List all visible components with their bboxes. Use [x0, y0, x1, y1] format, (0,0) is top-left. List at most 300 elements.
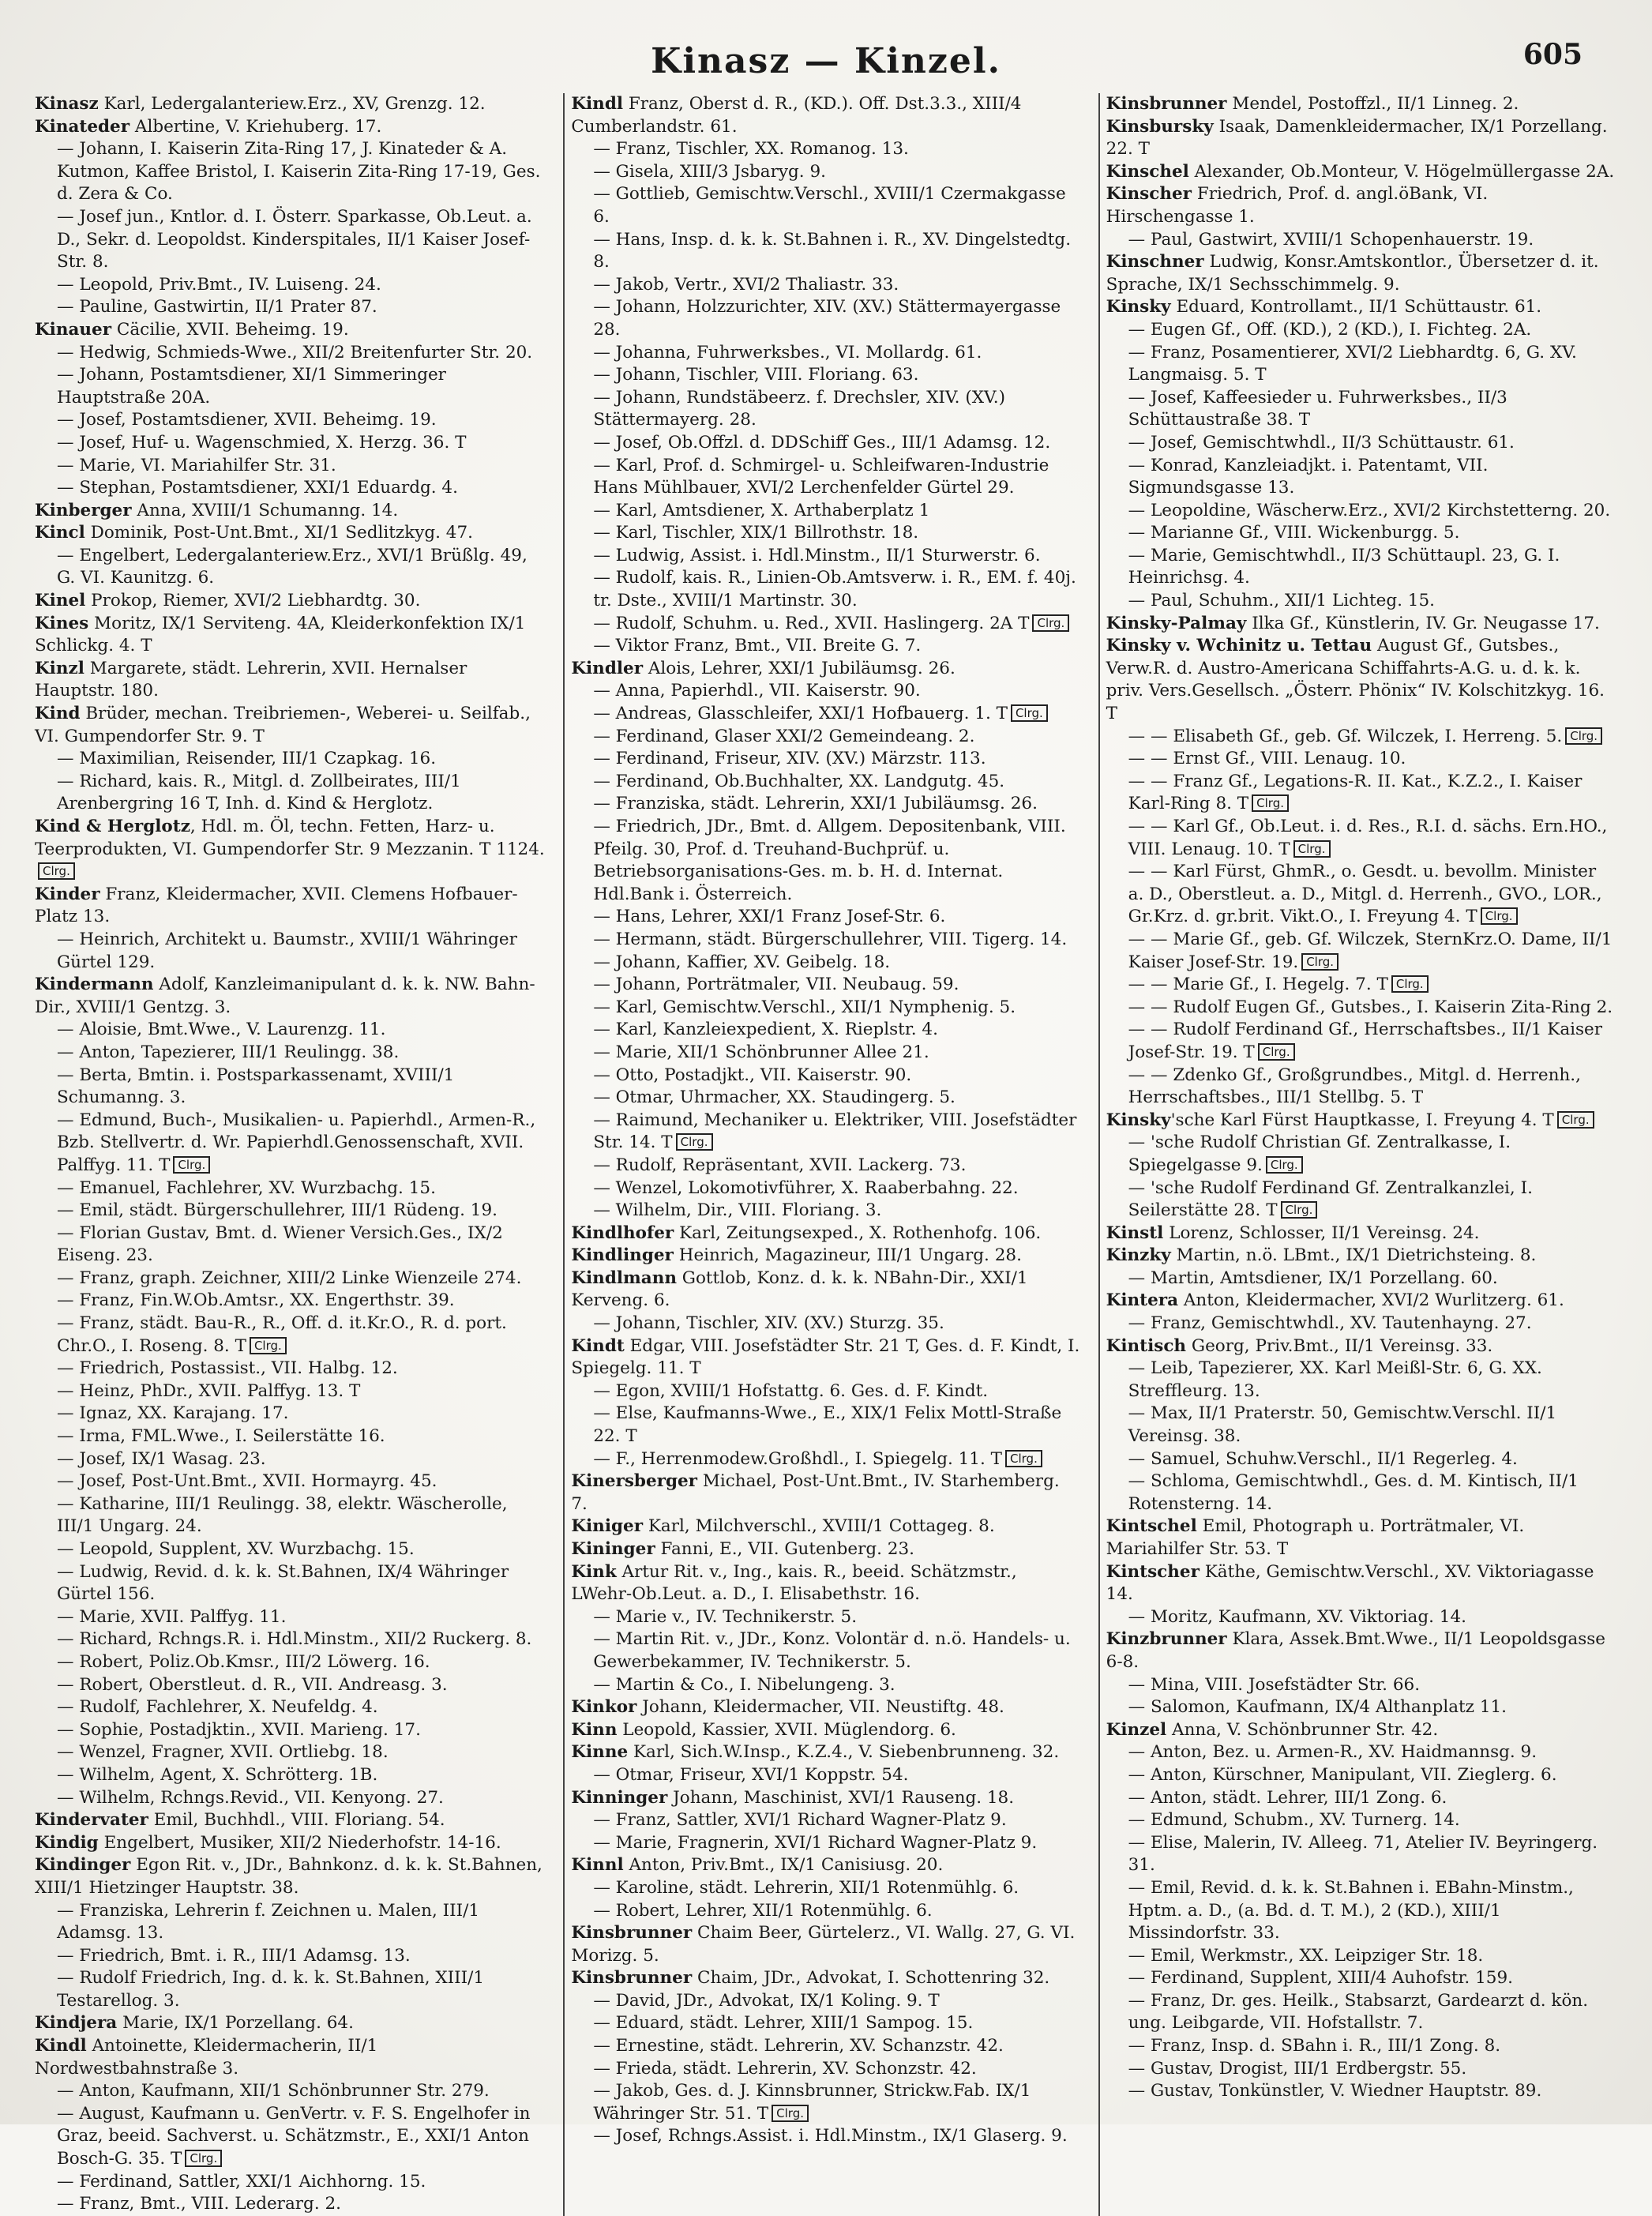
directory-entry	[571, 1155, 1080, 1177]
entry-text: — Jakob, Ges. d. J. Kinnsbrunner, Strickw.Fab. IX/1 Währinger Str. 51. T	[593, 2081, 1031, 2124]
entry-text: — Franz, Gemischtwhdl., XV. Tautenhayng. 27.	[1128, 1313, 1532, 1334]
entry-text: — Robert, Poliz.Ob.Kmsr., III/2 Löwerg. 16.	[57, 1651, 430, 1672]
directory-entry	[35, 1787, 546, 1810]
directory-entry	[35, 1200, 546, 1223]
entry-text: — Sophie, Postadjktin., XVII. Marieng. 17.	[57, 1719, 421, 1740]
directory-entry	[1106, 771, 1616, 816]
clearing-badge: Clrg.	[1301, 953, 1338, 971]
entry-text: Anna, XVIII/1 Schumanng. 14.	[131, 500, 399, 520]
entry-text: Martin, n.ö. LBmt., IX/1 Dietrichsteing. 8.	[1170, 1245, 1537, 1266]
directory-entry	[1106, 1019, 1616, 1064]
entry-text: — Josef, Ob.Offzl. d. DDSchiff Ges., III/1 Adamsg. 12.	[593, 432, 1051, 453]
directory-entry	[35, 1425, 546, 1448]
entry-text: Fanni, E., VII. Gutenberg. 23.	[655, 1539, 915, 1559]
entry-text: — Otto, Postadjkt., VII. Kaiserstr. 90.	[593, 1065, 912, 1085]
entry-text: — Engelbert, Ledergalanteriew.Erz., XVI/1 Brüßlg. 49, G. VI. Kaunitzg. 6.	[57, 545, 528, 588]
directory-entry	[571, 1741, 1080, 1764]
entry-text: Isaak, Damenkleidermacher, IX/1 Porzellang. 22. T	[1106, 116, 1608, 160]
entry-text: Chaim, JDr., Advokat, I. Schottenring 32.	[692, 1968, 1050, 1989]
directory-entry	[1106, 545, 1616, 590]
entry-text: — Otmar, Uhrmacher, XX. Staudingerg. 5.	[593, 1087, 956, 1108]
directory-entry	[35, 1493, 546, 1538]
directory-entry	[571, 183, 1080, 228]
entry-text: — Karl, Kanzleiexpedient, X. Rieplstr. 4.	[593, 1020, 938, 1040]
entry-text: Franz, Kleidermacher, XVII. Clemens Hofbauer-Platz 13.	[35, 884, 518, 927]
surname-heading: Kinzl	[35, 658, 84, 678]
entry-text: — Heinz, PhDr., XVII. Palffyg. 13. T	[57, 1380, 361, 1401]
entry-text: August Gf., Gutsbes., Verw.R. d. Austro-Americana Schiffahrts-A.G. u. d. k. k. priv. Vers.Gesellsch. „Österr. Phönix“ IV. Kolschitzkyg. 16. T	[1106, 636, 1605, 724]
entry-text: — Aloisie, Bmt.Wwe., V. Laurenzg. 11.	[57, 1020, 386, 1040]
entry-text: Lorenz, Schlosser, II/1 Vereinsg. 24.	[1163, 1223, 1480, 1243]
directory-entry	[571, 635, 1080, 658]
directory-entry	[571, 1606, 1080, 1629]
clearing-badge: Clrg.	[1481, 907, 1518, 925]
entry-text: — Franz, Insp. d. SBahn i. R., III/1 Zong. 8.	[1128, 2036, 1501, 2056]
entry-text: — Johann, Postamtsdiener, XI/1 Simmeringer Hauptstraße 20A.	[57, 365, 446, 408]
directory-entry	[571, 93, 1080, 138]
surname-heading: Kinschel	[1106, 161, 1189, 182]
directory-entry	[571, 658, 1080, 681]
directory-columns	[28, 93, 1624, 2214]
directory-entry	[35, 1719, 546, 1742]
entry-text: Anna, V. Schönbrunner Str. 42.	[1166, 1719, 1439, 1740]
directory-entry	[35, 1538, 546, 1561]
directory-entry	[1106, 1719, 1616, 1742]
entry-text: 'sche Karl Fürst Hauptkasse, I. Freyung 4. T	[1170, 1110, 1554, 1130]
clearing-badge: Clrg.	[1266, 1156, 1303, 1174]
directory-entry	[35, 116, 546, 139]
entry-text: Ludwig, Konsr.Amtskontlor., Übersetzer d. it. Sprache, IX/1 Sechsschimmelg. 9.	[1106, 252, 1599, 295]
surname-heading: Kindler	[571, 658, 644, 678]
directory-entry	[35, 1448, 546, 1471]
clearing-badge: Clrg.	[1557, 1111, 1594, 1129]
entry-text: — Ernestine, städt. Lehrerin, XV. Schanzstr. 42.	[593, 2036, 1004, 2056]
directory-entry	[1106, 635, 1616, 725]
entry-text: — Maximilian, Reisender, III/1 Czapkag. 16.	[57, 749, 437, 769]
directory-entry	[35, 1606, 546, 1629]
directory-entry	[1106, 342, 1616, 387]
entry-text: — Franziska, Lehrerin f. Zeichnen u. Malen, III/1 Adamsg. 13.	[57, 1900, 480, 1944]
entry-text: — Irma, FML.Wwe., I. Seilerstätte 16.	[57, 1426, 385, 1447]
surname-heading: Kinsky	[1106, 1110, 1171, 1130]
directory-entry	[571, 522, 1080, 545]
entry-text: — Karl, Prof. d. Schmirgel- u. Schleifwaren-Industrie Hans Mühlbauer, XVI/2 Lerchenfelder Gürtel 29.	[593, 455, 1049, 498]
directory-entry	[571, 2080, 1080, 2125]
directory-entry	[1106, 1335, 1616, 1358]
surname-heading: Kindl	[571, 94, 624, 114]
directory-entry	[571, 387, 1080, 432]
directory-entry	[1106, 997, 1616, 1020]
directory-entry	[35, 1741, 546, 1764]
directory-entry	[1106, 929, 1616, 974]
directory-entry	[571, 545, 1080, 568]
directory-entry	[1106, 116, 1616, 161]
entry-text: Johann, Maschinist, XVI/1 Rauseng. 18.	[667, 1787, 1015, 1808]
entry-text: — Johann, Holzzurichter, XIV. (XV.) Stättermayergasse 28.	[593, 297, 1061, 340]
entry-text: — Stephan, Postamtsdiener, XXI/1 Eduardg. 4.	[57, 478, 458, 498]
directory-entry	[571, 748, 1080, 771]
entry-text: — Johann, Rundstäbeerz. f. Drechsler, XIV. (XV.) Stättermayerg. 28.	[593, 387, 1005, 430]
entry-text: — — Elisabeth Gf., geb. Gf. Wilczek, I. Herreng. 5.	[1128, 726, 1563, 746]
surname-heading: Kinstl	[1106, 1223, 1164, 1243]
directory-entry	[571, 1019, 1080, 1042]
entry-text: — Emil, Werkmstr., XX. Leipziger Str. 18.	[1128, 1945, 1484, 1966]
directory-entry	[35, 364, 546, 409]
directory-entry	[1106, 726, 1616, 749]
entry-text: — Josef, Kaffeesieder u. Fuhrwerksbes., II/3 Schüttaustraße 38. T	[1128, 387, 1507, 430]
entry-text: — Franz, städt. Bau-R., R., Off. d. it.Kr.O., R. d. port. Chr.O., I. Roseng. 8. T	[57, 1313, 507, 1356]
directory-entry	[571, 296, 1080, 341]
clearing-badge: Clrg.	[676, 1133, 713, 1151]
directory-entry	[1106, 1403, 1616, 1448]
directory-entry	[571, 1200, 1080, 1223]
directory-entry	[1106, 1628, 1616, 1673]
directory-entry	[571, 1854, 1080, 1877]
directory-entry	[571, 1561, 1080, 1606]
entry-text: — Ferdinand, Sattler, XXI/1 Aichhorng. 15.	[57, 2171, 426, 2192]
surname-heading: Kinn	[571, 1719, 618, 1740]
surname-heading: Kintschel	[1106, 1516, 1197, 1537]
directory-entry	[571, 1922, 1080, 1967]
entry-text: — Johann, Porträtmaler, VII. Neubaug. 59.	[593, 975, 959, 995]
entry-text: — Mina, VIII. Josefstädter Str. 66.	[1128, 1674, 1421, 1695]
directory-entry	[35, 748, 546, 771]
entry-text: — Emil, Revid. d. k. k. St.Bahnen i. EBahn-Minstm., Hptm. a. D., (a. Bd. d. T. M.), 2 (KD.), XIII/1 Missindorfstr. 33.	[1128, 1877, 1574, 1944]
directory-entry	[571, 2035, 1080, 2058]
entry-text: — Franz, Fin.W.Ob.Amtsr., XX. Engerthstr. 39.	[57, 1290, 455, 1311]
directory-entry	[571, 2125, 1080, 2148]
entry-text: — Wenzel, Lokomotivführer, X. Raaberbahng. 22.	[593, 1177, 1019, 1198]
entry-text: Klara, Assek.Bmt.Wwe., II/1 Leopoldsgasse 6-8.	[1106, 1629, 1605, 1672]
surname-heading: Kincl	[35, 523, 85, 543]
directory-entry	[571, 726, 1080, 749]
directory-entry	[1106, 1945, 1616, 1968]
directory-entry	[1106, 319, 1616, 342]
page-header	[0, 38, 1652, 96]
entry-text: — Anton, städt. Lehrer, III/1 Zong. 6.	[1128, 1787, 1447, 1808]
directory-entry	[1106, 1787, 1616, 1810]
entry-text: Michael, Post-Unt.Bmt., IV. Starhemberg. 7.	[571, 1471, 1060, 1514]
surname-heading: Kinsbrunner	[571, 1968, 693, 1989]
clearing-badge: Clrg.	[185, 2150, 222, 2167]
surname-heading: Kines	[35, 613, 89, 633]
clearing-badge: Clrg.	[1005, 1450, 1042, 1467]
directory-entry	[571, 2058, 1080, 2081]
entry-text: — Franz, Bmt., VIII. Lederarg. 2.	[57, 2194, 341, 2214]
directory-entry	[35, 432, 546, 455]
entry-text: Chaim Beer, Gürtelerz., VI. Wallg. 27, G. VI. Morizg. 5.	[571, 1923, 1076, 1966]
directory-entry	[1106, 1177, 1616, 1223]
directory-entry	[1106, 1448, 1616, 1471]
directory-entry	[1106, 296, 1616, 319]
entry-text: — Martin & Co., I. Nibelungeng. 3.	[593, 1674, 895, 1695]
clearing-badge: Clrg.	[173, 1156, 210, 1174]
entry-text: Marie, IX/1 Porzellang. 64.	[117, 2013, 354, 2034]
entry-text: — Ferdinand, Glaser XXI/2 Gemeindeang. 2.	[593, 726, 975, 746]
entry-text: Brüder, mechan. Treibriemen-, Weberei- u. Seilfab., VI. Gumpendorfer Str. 9. T	[35, 704, 531, 746]
entry-text: — Marie, XVII. Palffyg. 11.	[57, 1606, 287, 1627]
surname-heading: Kininger	[571, 1539, 655, 1559]
entry-text: Antoinette, Kleidermacherin, II/1 Nordwestbahnstraße 3.	[35, 2036, 378, 2079]
directory-entry	[1106, 1606, 1616, 1629]
entry-text: — Karl, Tischler, XIX/1 Billrothstr. 18.	[593, 523, 919, 543]
surname-heading: Kintera	[1106, 1290, 1179, 1311]
directory-entry	[571, 500, 1080, 523]
directory-entry	[1106, 93, 1616, 116]
surname-heading: Kinel	[35, 591, 86, 611]
entry-text: — 'sche Rudolf Christian Gf. Zentralkasse, I. Spiegelgasse 9.	[1128, 1132, 1511, 1175]
directory-entry	[35, 884, 546, 929]
entry-text: — Hedwig, Schmieds-Wwe., XII/2 Breitenfurter Str. 20.	[57, 342, 533, 362]
directory-entry	[571, 1764, 1080, 1787]
entry-text: — Robert, Lehrer, XII/1 Rotenmühlg. 6.	[593, 1900, 933, 1921]
entry-text: — Viktor Franz, Bmt., VII. Breite G. 7.	[593, 636, 922, 656]
entry-text: — Friedrich, Bmt. i. R., III/1 Adamsg. 13.	[57, 1945, 411, 1966]
directory-entry	[571, 1832, 1080, 1855]
entry-text: — Wilhelm, Rchngs.Revid., VII. Kenyong. 27.	[57, 1787, 444, 1808]
entry-text: — Paul, Schuhm., XII/1 Lichteg. 15.	[1128, 591, 1435, 611]
entry-text: — Johanna, Fuhrwerksbes., VI. Mollardg. 61.	[593, 342, 982, 362]
entry-text: — — Rudolf Ferdinand Gf., Herrschaftsbes., II/1 Kaiser Josef-Str. 19. T	[1128, 1020, 1603, 1062]
entry-text: — — Karl Gf., Ob.Leut. i. d. Res., R.I. d. sächs. Ern.HO., VIII. Lenaug. 10. T	[1128, 817, 1608, 859]
column-right	[1098, 93, 1624, 2216]
entry-text: — Katharine, III/1 Reulingg. 38, elektr. Wäscherolle, III/1 Ungarg. 24.	[57, 1493, 508, 1537]
entry-text: — Rudolf, Repräsentant, XVII. Lackerg. 73.	[593, 1155, 967, 1175]
entry-text: Alois, Lehrer, XXI/1 Jubiläumsg. 26.	[643, 658, 956, 678]
surname-heading: Kinsky	[1106, 297, 1171, 317]
entry-text: Käthe, Gemischtw.Verschl., XV. Viktoriagasse 14.	[1106, 1561, 1594, 1605]
directory-entry	[571, 1313, 1080, 1335]
entry-text: — — Marie Gf., geb. Gf. Wilczek, SternKrz.O. Dame, II/1 Kaiser Josef-Str. 19.	[1128, 929, 1613, 972]
entry-text: Eduard, Kontrollamt., II/1 Schüttaustr. 61.	[1170, 297, 1542, 317]
directory-entry	[571, 1516, 1080, 1538]
entry-text: — Martin Rit. v., JDr., Konz. Volontär d. n.ö. Handels- u. Gewerbekammer, IV. Technikerstr. 5.	[593, 1629, 1071, 1672]
directory-entry	[571, 793, 1080, 816]
directory-entry	[35, 1832, 546, 1855]
directory-entry	[1106, 1268, 1616, 1290]
directory-entry	[571, 1628, 1080, 1673]
entry-text: — Marie, Gemischtwhdl., II/3 Schüttaupl. 23, G. I. Heinrichsg. 4.	[1128, 545, 1560, 588]
entry-text: — Ludwig, Assist. i. Hdl.Minstm., II/1 Sturwerstr. 6.	[593, 545, 1041, 565]
entry-text: — Paul, Gastwirt, XVIII/1 Schopenhauerstr. 19.	[1128, 229, 1534, 250]
directory-entry	[571, 1223, 1080, 1245]
entry-text: — F., Herrenmodew.Großhdl., I. Spiegelg. 11. T	[593, 1448, 1002, 1469]
entry-text: Ilka Gf., Künstlerin, IV. Gr. Neugasse 17.	[1246, 613, 1600, 633]
directory-entry	[35, 2012, 546, 2035]
directory-entry	[35, 522, 546, 545]
directory-entry	[1106, 1516, 1616, 1561]
directory-entry	[35, 296, 546, 319]
directory-entry	[571, 703, 1080, 726]
directory-entry	[35, 1110, 546, 1177]
surname-heading: Kinsky v. Wchinitz u. Tettau	[1106, 636, 1372, 656]
entry-text: — — Karl Fürst, GhmR., o. Gesdt. u. bevollm. Minister a. D., Oberstleut. a. D., Mitgl. d. Herrenh., GVO., LOR., Gr.Krz. d. gr.brit. Vikt.O., I. Freyung 4. T	[1128, 862, 1602, 927]
directory-entry	[35, 2103, 546, 2171]
directory-entry	[1106, 1470, 1616, 1516]
entry-text: — — Zdenko Gf., Großgrundbes., Mitgl. d. Herrenh., Herrschaftsbes., III/1 Stellbg. 5. T	[1128, 1065, 1581, 1108]
directory-entry	[571, 1900, 1080, 1923]
entry-text: — Berta, Bmtin. i. Postsparkassenamt, XVIII/1 Schumanng. 3.	[57, 1065, 455, 1108]
directory-entry	[35, 2080, 546, 2103]
entry-text: , Hdl. m. Öl, techn. Fetten, Harz- u. Teerprodukten, VI. Gumpendorfer Str. 9 Mezzanin. T 1124.	[35, 817, 545, 859]
entry-text: Margarete, städt. Lehrerin, XVII. Hernalser Hauptstr. 180.	[35, 658, 467, 701]
entry-text: — — Ernst Gf., VIII. Lenaug. 10.	[1128, 749, 1406, 769]
directory-entry	[571, 1538, 1080, 1561]
entry-text: — Emanuel, Fachlehrer, XV. Wurzbachg. 15.	[57, 1177, 436, 1198]
directory-entry	[571, 432, 1080, 455]
entry-text: — Ferdinand, Supplent, XIII/4 Auhofstr. 159.	[1128, 1968, 1513, 1989]
entry-text: — Rudolf, kais. R., Linien-Ob.Amtsverw. i. R., EM. f. 40j. tr. Dste., XVIII/1 Martinstr. 30.	[593, 568, 1076, 611]
entry-text: — Johann, Tischler, XIV. (XV.) Sturzg. 35.	[593, 1313, 944, 1334]
entry-text: Gottlob, Konz. d. k. k. NBahn-Dir., XXI/1 Kerveng. 6.	[571, 1268, 1028, 1311]
entry-text: Edgar, VIII. Josefstädter Str. 21 T, Ges. d. F. Kindt, I. Spiegelg. 11. T	[571, 1335, 1080, 1379]
directory-entry	[571, 274, 1080, 297]
entry-text: Heinrich, Magazineur, III/1 Ungarg. 28.	[673, 1245, 1022, 1266]
directory-entry	[1106, 2035, 1616, 2058]
clearing-badge: Clrg.	[1252, 794, 1289, 812]
clearing-badge: Clrg.	[1391, 975, 1429, 993]
entry-text: Karl, Milchverschl., XVIII/1 Cottageg. 8.	[643, 1516, 995, 1537]
entry-text: — Samuel, Schuhw.Verschl., II/1 Regerleg. 4.	[1128, 1448, 1518, 1469]
directory-entry	[571, 613, 1080, 636]
entry-text: — Otmar, Friseur, XVI/1 Koppstr. 54.	[593, 1764, 909, 1785]
surname-heading: Kinne	[571, 1742, 629, 1763]
entry-text: Alexander, Ob.Monteur, V. Högelmüllergasse 2A.	[1188, 161, 1615, 182]
entry-text: — Franz, Dr. ges. Heilk., Stabsarzt, Gardearzt d. kön. ung. Leibgarde, VII. Hofstallstr. 7.	[1128, 1990, 1589, 2034]
entry-text: — Friedrich, JDr., Bmt. d. Allgem. Depositenbank, VIII. Pfeilg. 30, Prof. d. Treuhand-Buchprüf. u. Betriebsorganisations-Ges. m. b. H. d. Internat. Hdl.Bank i. Österreich.	[593, 817, 1066, 904]
entry-text: Dominik, Post-Unt.Bmt., XI/1 Sedlitzkyg. 47.	[84, 523, 473, 543]
directory-entry	[1106, 1110, 1616, 1132]
directory-entry	[571, 816, 1080, 906]
surname-heading: Kintscher	[1106, 1561, 1200, 1582]
surname-heading: Kindig	[35, 1832, 99, 1853]
clearing-badge: Clrg.	[1258, 1043, 1295, 1061]
entry-text: — Josef, Gemischtwhdl., II/3 Schüttaustr. 61.	[1128, 432, 1515, 453]
directory-entry	[35, 409, 546, 432]
entry-text: Anton, Kleidermacher, XVI/2 Wurlitzerg. 61.	[1178, 1290, 1564, 1311]
entry-text: Karl, Sich.W.Insp., K.Z.4., V. Siebenbrunneng. 32.	[628, 1742, 1060, 1763]
directory-entry	[571, 2012, 1080, 2035]
directory-entry	[1106, 1967, 1616, 1990]
surname-heading: Kinersberger	[571, 1471, 698, 1492]
directory-entry	[1106, 251, 1616, 296]
directory-entry	[35, 477, 546, 500]
entry-text: — 'sche Rudolf Ferdinand Gf. Zentralkanzlei, I. Seilerstätte 28. T	[1128, 1177, 1533, 1221]
clearing-badge: Clrg.	[772, 2105, 809, 2122]
directory-entry	[571, 1990, 1080, 2013]
entry-text: — Wilhelm, Dir., VIII. Floriang. 3.	[593, 1200, 882, 1221]
column-middle	[563, 93, 1088, 2216]
surname-heading: Kindjera	[35, 2013, 118, 2034]
directory-entry	[571, 1065, 1080, 1087]
surname-heading: Kinsbrunner	[1106, 94, 1227, 114]
directory-entry	[1106, 1245, 1616, 1268]
surname-heading: Kindlmann	[571, 1268, 677, 1288]
entry-text: — Frieda, städt. Lehrerin, XV. Schonzstr. 42.	[593, 2058, 977, 2079]
entry-text: — — Franz Gf., Legations-R. II. Kat., K.Z.2., I. Kaiser Karl-Ring 8. T	[1128, 771, 1583, 814]
directory-entry	[1106, 1132, 1616, 1177]
directory-entry	[35, 138, 546, 206]
surname-heading: Kinzbrunner	[1106, 1629, 1227, 1650]
entry-text: — Gisela, XIII/3 Jsbaryg. 9.	[593, 161, 826, 182]
directory-entry	[35, 1628, 546, 1651]
surname-heading: Kinateder	[35, 116, 130, 137]
directory-entry	[571, 455, 1080, 500]
entry-text: — Max, II/1 Praterstr. 50, Gemischtw.Verschl. II/1 Vereinsg. 38.	[1128, 1403, 1557, 1447]
entry-text: — Rudolf Friedrich, Ing. d. k. k. St.Bahnen, XIII/1 Testarellog. 3.	[57, 1968, 485, 2011]
entry-text: Karl, Zeitungsexped., X. Rothenhofg. 106.	[674, 1223, 1042, 1243]
directory-entry	[35, 1019, 546, 1042]
surname-heading: Kinsky-Palmay	[1106, 613, 1247, 633]
clearing-badge: Clrg.	[1011, 704, 1048, 722]
entry-text: — Richard, kais. R., Mitgl. d. Zollbeirates, III/1 Arenbergring 16 T, Inh. d. Kind & Herglotz.	[57, 771, 461, 814]
directory-entry	[35, 545, 546, 590]
column-left	[28, 93, 554, 2216]
entry-text: — Wenzel, Fragner, XVII. Ortliebg. 18.	[57, 1742, 389, 1763]
surname-heading: Kiniger	[571, 1516, 644, 1537]
directory-entry	[35, 1403, 546, 1425]
surname-heading: Kindinger	[35, 1855, 131, 1876]
page-number: 605	[1522, 38, 1583, 71]
entry-text: — Franz, Tischler, XX. Romanog. 13.	[593, 139, 909, 160]
directory-entry	[571, 952, 1080, 975]
surname-heading: Kind & Herglotz	[35, 817, 190, 836]
entry-text: — Ferdinand, Friseur, XIV. (XV.) Märzstr. 113.	[593, 749, 986, 769]
surname-heading: Kindt	[571, 1335, 625, 1356]
directory-entry	[35, 1313, 546, 1358]
directory-entry	[35, 342, 546, 365]
clearing-badge: Clrg.	[250, 1337, 287, 1354]
entry-text: — Egon, XVIII/1 Hofstattg. 6. Ges. d. F. Kindt.	[593, 1380, 989, 1401]
directory-entry	[1106, 1990, 1616, 2035]
directory-entry	[571, 1719, 1080, 1742]
surname-heading: Kinberger	[35, 500, 132, 520]
directory-entry	[1106, 455, 1616, 500]
directory-entry	[35, 206, 546, 274]
entry-text: — Else, Kaufmanns-Wwe., E., XIX/1 Felix Mottl-Straße 22. T	[593, 1403, 1062, 1447]
entry-text: — Franziska, städt. Lehrerin, XXI/1 Jubiläumsg. 26.	[593, 794, 1038, 814]
entry-text: — Marie, VI. Mariahilfer Str. 31.	[57, 455, 336, 475]
directory-entry	[1106, 861, 1616, 929]
entry-text: — Anton, Tapezierer, III/1 Reulingg. 38.	[57, 1042, 400, 1062]
entry-text: Leopold, Kassier, XVII. Müglendorg. 6.	[617, 1719, 956, 1740]
surname-heading: Kinschner	[1106, 252, 1204, 272]
entry-text: Engelbert, Musiker, XII/2 Niederhofstr. 14-16.	[98, 1832, 501, 1853]
directory-entry	[571, 1110, 1080, 1155]
entry-text: — Anton, Kaufmann, XII/1 Schönbrunner Str. 279.	[57, 2081, 490, 2101]
directory-entry	[571, 974, 1080, 997]
directory-entry	[1106, 161, 1616, 184]
directory-entry	[35, 1065, 546, 1110]
surname-heading: Kinasz	[35, 94, 99, 114]
surname-heading: Kinscher	[1106, 184, 1192, 205]
directory-entry	[1106, 2058, 1616, 2081]
directory-entry	[1106, 387, 1616, 432]
entry-text: — Florian Gustav, Bmt. d. Wiener Versich.Ges., IX/2 Eiseng. 23.	[57, 1223, 503, 1266]
entry-text: — Karl, Gemischtw.Verschl., XII/1 Nymphenig. 5.	[593, 997, 1016, 1017]
directory-entry	[571, 1087, 1080, 1110]
entry-text: — Richard, Rchngs.R. i. Hdl.Minstm., XII/2 Ruckerg. 8.	[57, 1629, 532, 1650]
entry-text: — Josef, Rchngs.Assist. i. Hdl.Minstm., IX/1 Glaserg. 9.	[593, 2126, 1068, 2147]
directory-entry	[1106, 1809, 1616, 1832]
entry-text: — Jakob, Vertr., XVI/2 Thaliastr. 33.	[593, 274, 899, 295]
entry-text: — Robert, Oberstleut. d. R., VII. Andreasg. 3.	[57, 1674, 448, 1695]
surname-heading: Kink	[571, 1561, 617, 1582]
entry-text: — Gottlieb, Gemischtw.Verschl., XVIII/1 Czermakgasse 6.	[593, 184, 1066, 227]
entry-text: — Karoline, städt. Lehrerin, XII/1 Rotenmühlg. 6.	[593, 1877, 1019, 1898]
entry-text: Johann, Kleidermacher, VII. Neustiftg. 48.	[636, 1697, 1004, 1718]
directory-entry	[35, 2193, 546, 2216]
